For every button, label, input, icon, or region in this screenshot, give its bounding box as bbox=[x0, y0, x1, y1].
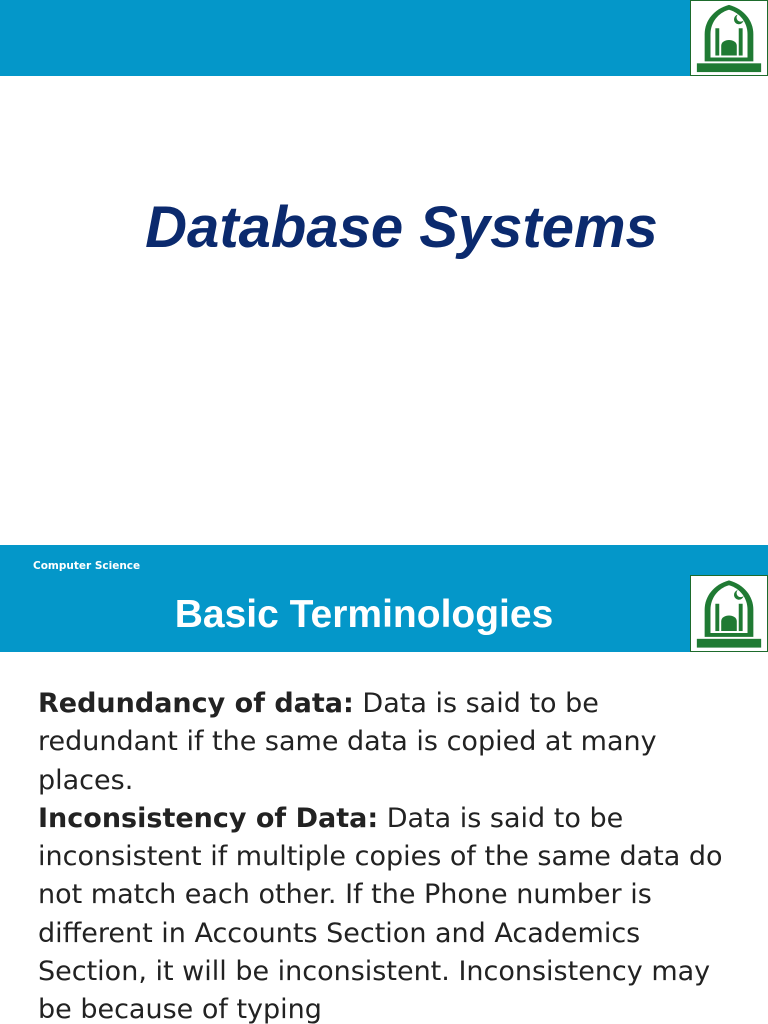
term-label: Inconsistency of Data: bbox=[38, 802, 379, 834]
definition-paragraph bbox=[38, 685, 738, 800]
content-slide bbox=[0, 545, 768, 1024]
slide-body bbox=[38, 685, 738, 1024]
university-logo-icon bbox=[690, 575, 768, 652]
logo-graphic bbox=[691, 576, 767, 651]
term-label: Redundancy of data: bbox=[38, 688, 354, 719]
university-logo-icon bbox=[690, 0, 768, 76]
logo-graphic bbox=[691, 1, 767, 75]
slide-title: Basic Terminologies bbox=[174, 593, 554, 636]
slide-header bbox=[0, 545, 768, 652]
definition-paragraph bbox=[38, 800, 738, 1024]
definition-text: Data is said to be redundant if the same data is copied at many places. bbox=[38, 688, 657, 796]
department-label: Computer Science bbox=[33, 560, 141, 572]
definition-text: Data is said to be inconsistent if multiple copies of the same data do not match each other. If the Phone number is different in Accounts Section and Academics Section, it will be inconsistent. Inconsistency may be because of typing bbox=[38, 802, 723, 1024]
header-bar bbox=[0, 0, 768, 76]
presentation-title: Database Systems bbox=[145, 195, 658, 260]
